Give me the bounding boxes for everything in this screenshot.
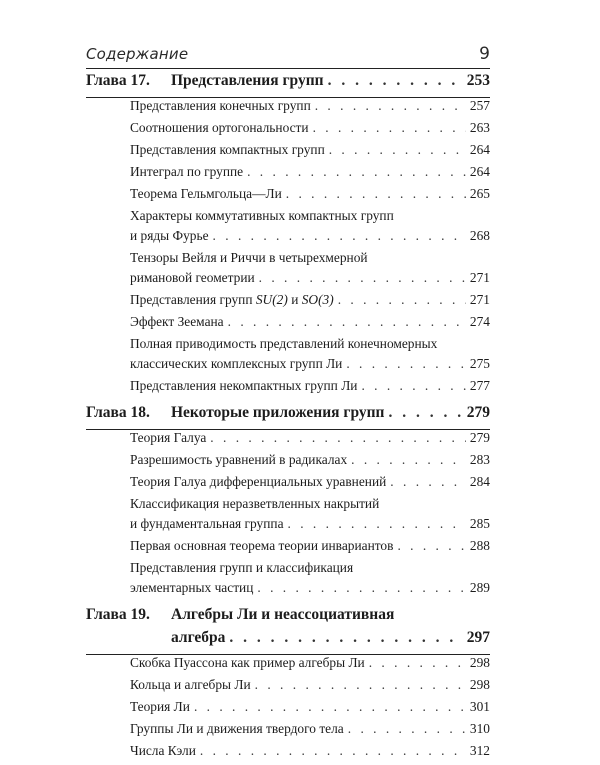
entry-title-line2: классических комплексных групп Ли: [130, 356, 343, 371]
toc-entry-line2[interactable]: [86, 356, 490, 378]
dot-leader: [229, 629, 462, 647]
entry-title: [130, 292, 334, 308]
chapter-page: 253: [466, 72, 490, 89]
chapter-label: Глава 18.: [86, 404, 150, 421]
entry-title: Группы Ли и движения твердого тела: [130, 721, 344, 736]
entry-title-line1: Характеры коммутативных компактных групп: [130, 208, 394, 223]
toc-entry[interactable]: [86, 677, 490, 699]
dot-leader: [257, 580, 466, 596]
toc-entry[interactable]: [86, 142, 490, 164]
toc-entry-line1[interactable]: [86, 560, 490, 580]
toc-entry[interactable]: [86, 743, 490, 765]
toc-entry[interactable]: [86, 474, 490, 496]
entry-page: 268: [469, 228, 490, 243]
chapter-19-heading-line2[interactable]: [86, 629, 490, 652]
dot-leader: [328, 72, 463, 90]
entry-title-text: и: [287, 292, 302, 307]
toc-entry-line1[interactable]: [86, 250, 490, 270]
dot-leader: [228, 314, 466, 330]
entry-title-line1: Тензоры Вейля и Риччи в четырехмерной: [130, 250, 368, 265]
chapter-17-heading[interactable]: [86, 72, 490, 95]
entry-title: Соотношения ортогональности: [130, 120, 309, 135]
dot-leader: [313, 120, 466, 136]
toc-entry[interactable]: [86, 164, 490, 186]
toc-entry[interactable]: [86, 655, 490, 677]
toc-entry[interactable]: [86, 538, 490, 560]
entry-title: Эффект Зеемана: [130, 314, 224, 329]
dot-leader: [369, 655, 466, 671]
entry-title-line1: Представления групп и классификация: [130, 560, 354, 575]
toc-entry-line2[interactable]: [86, 580, 490, 602]
header-rule: [86, 68, 490, 69]
entry-page: 284: [469, 474, 490, 489]
entry-page: 312: [469, 743, 490, 758]
entry-page: 298: [469, 677, 490, 692]
entry-title: Скобка Пуассона как пример алгебры Ли: [130, 655, 365, 670]
chapter-label: Глава 19.: [86, 606, 150, 623]
chapter-page: 279: [466, 404, 490, 421]
entry-title: Интеграл по группе: [130, 164, 244, 179]
dot-leader: [200, 743, 466, 759]
dot-leader: [247, 164, 466, 180]
toc-entry-line2[interactable]: [86, 516, 490, 538]
toc-entry-line1[interactable]: [86, 208, 490, 228]
entry-title: Теория Галуа: [130, 430, 207, 445]
toc-entry[interactable]: [86, 430, 490, 452]
entry-page: 274: [469, 314, 490, 329]
dot-leader: [346, 356, 466, 372]
dot-leader: [194, 699, 466, 715]
toc-entry[interactable]: [86, 186, 490, 208]
dot-leader: [288, 516, 466, 532]
toc-entry-line2[interactable]: [86, 228, 490, 250]
dot-leader: [210, 430, 466, 446]
dot-leader: [390, 474, 466, 490]
dot-leader: [286, 186, 466, 202]
chapter-title-line1: Алгебры Ли и неассоциативная: [171, 606, 395, 623]
toc-entry[interactable]: [86, 378, 490, 400]
entry-title: Теорема Гельмгольца—Ли: [130, 186, 282, 201]
entry-page: 285: [469, 516, 490, 531]
chapter-title-line2: алгебра: [171, 629, 226, 646]
toc-entry[interactable]: [86, 98, 490, 120]
entry-title: Теория Галуа дифференциальных уравнений: [130, 474, 387, 489]
dot-leader: [213, 228, 466, 244]
chapter-title: Некоторые приложения групп: [171, 404, 385, 421]
chapter-18-heading[interactable]: [86, 400, 490, 427]
toc-entry[interactable]: [86, 120, 490, 142]
entry-title: Теория Ли: [130, 699, 190, 714]
entry-page: 264: [469, 164, 490, 179]
toc-entry-line2[interactable]: [86, 270, 490, 292]
entry-title: Представления компактных групп: [130, 142, 325, 157]
table-of-contents: [86, 72, 490, 765]
entry-page: 289: [469, 580, 490, 595]
entry-page: 301: [469, 699, 490, 714]
entry-page: 298: [469, 655, 490, 670]
entry-page: 257: [469, 98, 490, 113]
dot-leader: [397, 538, 465, 554]
entry-title-line2: и фундаментальная группа: [130, 516, 284, 531]
entry-title-line2: и ряды Фурье: [130, 228, 209, 243]
entry-page: 263: [469, 120, 490, 135]
running-header: [86, 44, 490, 64]
section-name: Содержание: [86, 45, 189, 63]
entry-title: Числа Кэли: [130, 743, 196, 758]
toc-entry[interactable]: [86, 699, 490, 721]
toc-entry[interactable]: [86, 721, 490, 743]
dot-leader: [329, 142, 466, 158]
dot-leader: [351, 452, 466, 468]
entry-page: 277: [469, 378, 490, 393]
entry-title-line1: Классификация неразветвленных накрытий: [130, 496, 380, 511]
entry-title-text: Представления групп: [130, 292, 256, 307]
entry-page: 264: [469, 142, 490, 157]
entry-page: 310: [469, 721, 490, 736]
dot-leader: [389, 404, 463, 422]
entry-title: Представления конечных групп: [130, 98, 311, 113]
entry-page: 279: [469, 430, 490, 445]
entry-title-line2: элементарных частиц: [130, 580, 254, 595]
math-so3: SO(3): [301, 292, 334, 307]
entry-page: 271: [469, 292, 490, 307]
dot-leader: [259, 270, 466, 286]
toc-entry-line1[interactable]: [86, 496, 490, 516]
entry-title: Кольца и алгебры Ли: [130, 677, 251, 692]
chapter-label: Глава 17.: [86, 72, 150, 89]
toc-entry[interactable]: [86, 314, 490, 336]
entry-title: Разрешимость уравнений в радикалах: [130, 452, 348, 467]
dot-leader: [361, 378, 465, 394]
toc-entry-line1[interactable]: [86, 336, 490, 356]
entry-title: Представления некомпактных групп Ли: [130, 378, 358, 393]
entry-title-line1: Полная приводимость представлений конечномерных: [130, 336, 438, 351]
dot-leader: [348, 721, 466, 737]
chapter-title: Представления групп: [171, 72, 324, 89]
entry-page: 271: [469, 270, 490, 285]
dot-leader: [315, 98, 466, 114]
page-number: 9: [479, 44, 490, 64]
entry-page: 265: [469, 186, 490, 201]
entry-page: 288: [469, 538, 490, 553]
entry-page: 275: [469, 356, 490, 371]
entry-title: Первая основная теорема теории инвариантов: [130, 538, 394, 553]
math-su2: SU(2): [255, 292, 288, 307]
chapter-page: 297: [466, 629, 490, 646]
dot-leader: [255, 677, 466, 693]
dot-leader: [338, 292, 466, 308]
entry-title-line2: римановой геометрии: [130, 270, 255, 285]
entry-page: 283: [469, 452, 490, 467]
toc-entry[interactable]: [86, 452, 490, 474]
chapter-19-heading[interactable]: [86, 602, 490, 629]
toc-entry[interactable]: [86, 292, 490, 314]
